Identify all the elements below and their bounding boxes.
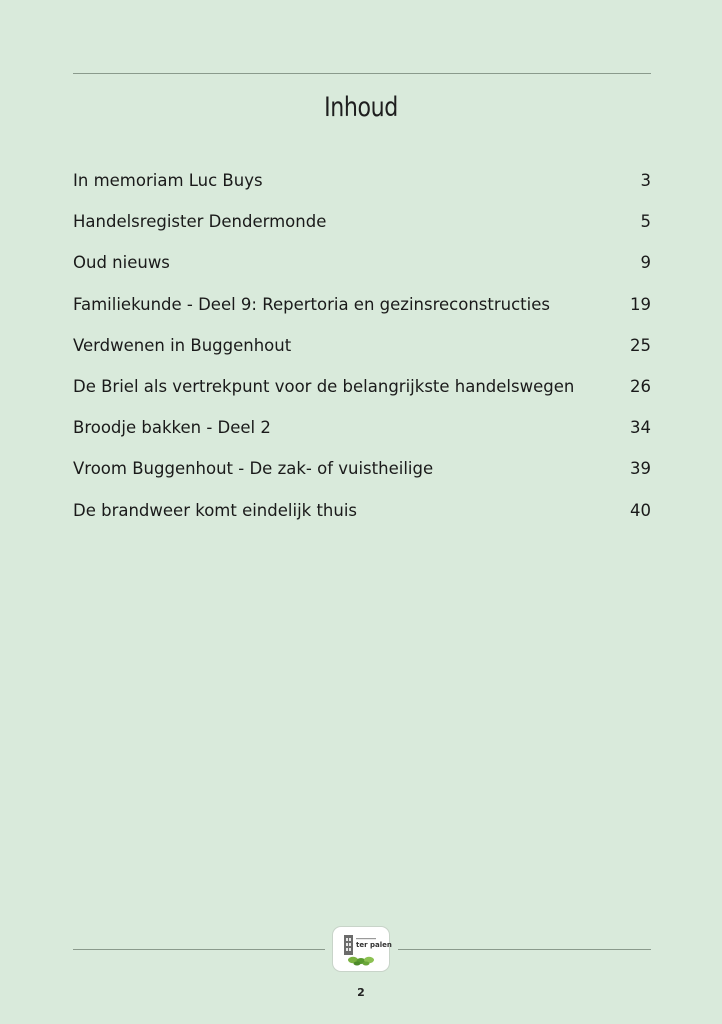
toc-entry-title: Verdwenen in Buggenhout <box>73 335 292 355</box>
page-number: 2 <box>357 986 365 999</box>
toc-entry-page: 25 <box>630 335 651 355</box>
toc-entry-page: 19 <box>630 294 651 314</box>
toc-entry-title: Vroom Buggenhout - De zak- of vuistheilige <box>73 459 434 479</box>
page-title: Inhoud <box>324 92 398 123</box>
toc-entry-title: Broodje bakken - Deel 2 <box>73 418 271 438</box>
toc-entry-title: Familiekunde - Deel 9: Repertoria en gezinsreconstructies <box>73 294 550 314</box>
toc-entry[interactable] <box>73 292 651 333</box>
top-divider <box>73 73 651 74</box>
toc-entry-title: Handelsregister Dendermonde <box>73 212 327 232</box>
table-of-contents <box>73 168 651 539</box>
toc-entry[interactable] <box>73 456 651 497</box>
toc-entry[interactable] <box>73 415 651 456</box>
toc-entry-page: 34 <box>630 418 651 438</box>
toc-entry[interactable] <box>73 250 651 291</box>
toc-entry[interactable] <box>73 168 651 209</box>
toc-entry[interactable] <box>73 374 651 415</box>
toc-entry-page: 9 <box>640 253 651 273</box>
logo-text: ter palen <box>356 941 392 949</box>
toc-entry-title: Oud nieuws <box>73 253 170 273</box>
toc-entry-page: 39 <box>630 459 651 479</box>
toc-entry-page: 3 <box>640 171 651 190</box>
toc-entry[interactable] <box>73 333 651 374</box>
toc-entry[interactable] <box>73 498 651 539</box>
toc-entry-page: 5 <box>640 212 651 232</box>
logo-graphic <box>333 927 389 971</box>
footer-divider-right <box>398 949 651 950</box>
toc-entry-page: 26 <box>630 376 651 396</box>
toc-entry-page: 40 <box>630 500 651 520</box>
toc-entry-title: In memoriam Luc Buys <box>73 171 263 190</box>
toc-entry-title: De Briel als vertrekpunt voor de belangrijkste handelswegen <box>73 376 575 396</box>
toc-entry-title: De brandweer komt eindelijk thuis <box>73 500 358 520</box>
footer-divider-left <box>73 949 325 950</box>
toc-entry[interactable] <box>73 209 651 250</box>
logo-building-icon <box>344 935 353 955</box>
ter-palen-logo-icon <box>333 927 392 971</box>
